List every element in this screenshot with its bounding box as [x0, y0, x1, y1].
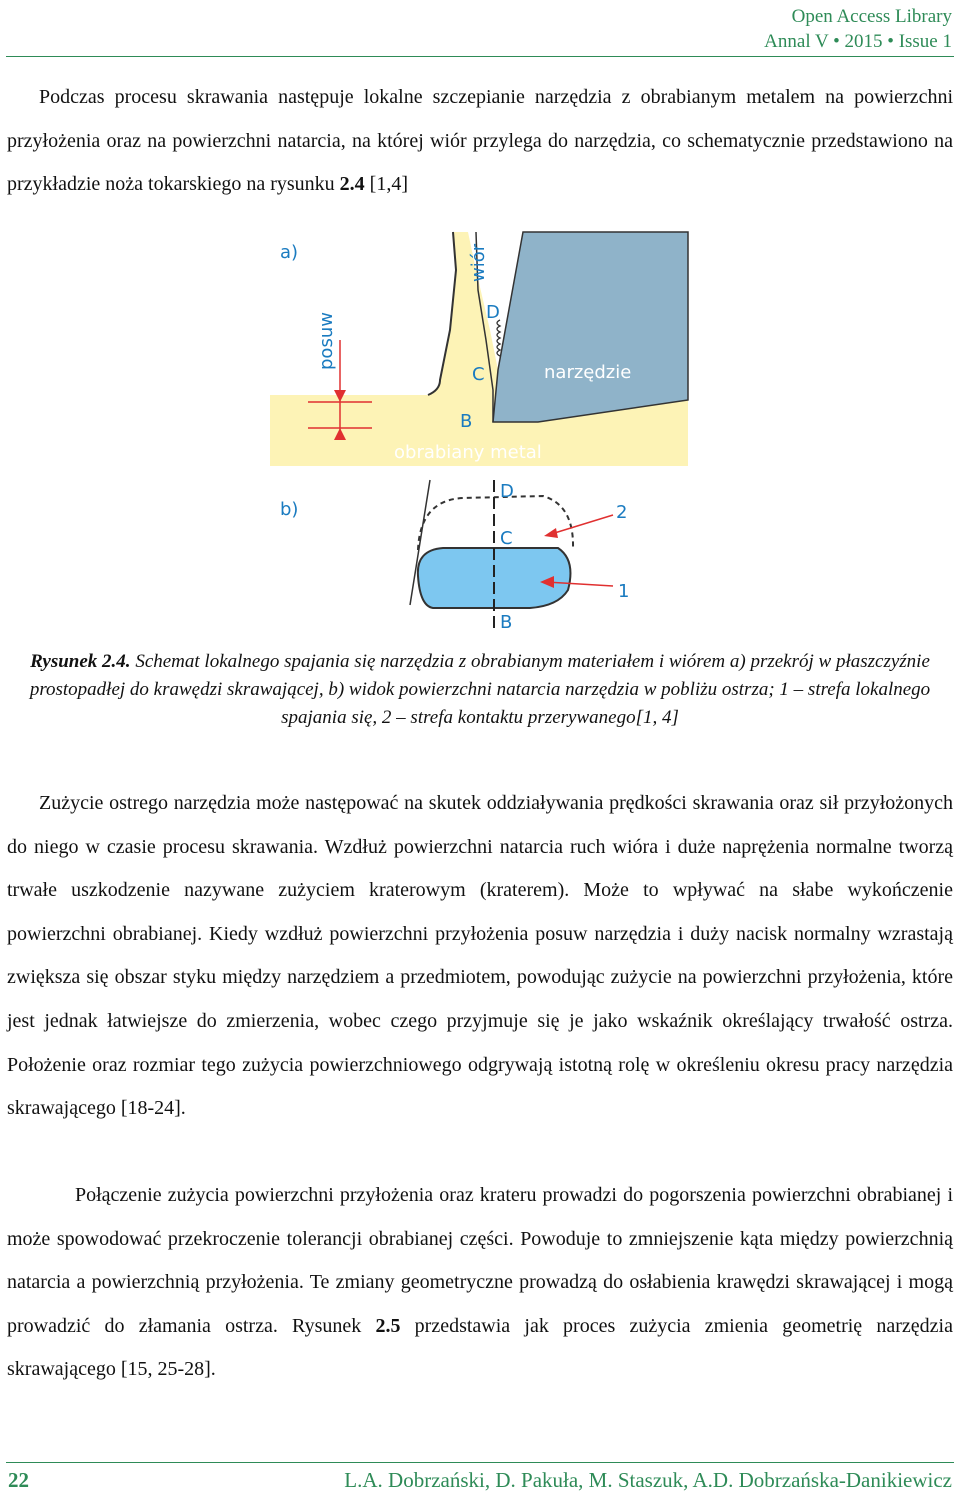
zone-2-pointer [548, 515, 613, 535]
header-divider [6, 56, 954, 57]
intro-text: Podczas procesu skrawania następuje lokalne szczepianie narzędzia z obrabianym metalem na powierzchni przyłożenia oraz na powierzchni natarcia, na której wiór przylega do narzędzia, co schematycznie przedstawiono na przykładzie noża tokarskiego na rysunku [7, 86, 953, 196]
b-point-C-label: C [500, 528, 513, 549]
b-point-D-label: D [500, 481, 514, 502]
caption-text: Schemat lokalnego spajania się narzędzia z obrabianym materiałem i wiórem a) przekrój w płaszczyźnie prostopadłej do krawędzi skrawającej, b) widok powierzchni natarcia narzędzia w pobliżu ostrza; 1 – strefa lokalnego spajania się, 2 – strefa kontaktu przerywanego[1, 4] [29, 651, 931, 728]
page-number: 22 [8, 1468, 29, 1492]
journal-name: Open Access Library [791, 6, 952, 27]
b-point-B-label: B [500, 612, 513, 633]
intro-figure-ref: 2.4 [339, 173, 365, 196]
para2-text-end: przedstawia jak proces zużycia zmienia geometrię narzędzia skrawającego [15, 25-28]. [7, 1314, 953, 1381]
running-header [764, 4, 952, 54]
intro-citation: [1,4] [364, 173, 408, 196]
issue-info: Annal V • 2015 • Issue 1 [764, 31, 952, 52]
zone-2-label: 2 [616, 502, 628, 523]
footer-divider [6, 1462, 954, 1463]
workpiece-label: obrabiany metal [394, 442, 542, 463]
point-B-label: B [460, 411, 473, 432]
figure-caption [20, 648, 940, 732]
intermittent-contact-zone [418, 496, 573, 550]
body-paragraph-1: Zużycie ostrego narzędzia może następować na skutek oddziaływania prędkości skrawania oraz sił przyłożonych do niego w czasie procesu skrawania. Wzdłuż powierzchni natarcia ruch wióra i duże naprężenia normalne tworzą trwałe uszkodzenie nazywane zużyciem kraterowym (kraterem). Może to wpływać na słabe wykończenie powierzchni obrabianej. Kiedy wzdłuż powierzchni przyłożenia posuw narzędzia i duży nacisk normalny wzrastają zwiększa się obszar styku między narzędziem a przedmiotem, powodując zużycie na powierzchni przyłożenia, które jest jednak łatwiejsze do zmierzenia, wobec czego przyjmuje się je jako wskaźnik określający trwałość ostrza. Położenie oraz rozmiar tego zużycia powierzchniowego odgrywają istotną rolę w określeniu okresu pracy narzędzia skrawającego [18-24]. [7, 792, 953, 1120]
intro-paragraph [7, 76, 953, 207]
footer-authors: L.A. Dobrzański, D. Pakuła, M. Staszuk, A.D. Dobrzańska-Danikiewicz [344, 1468, 952, 1492]
para2-text: Połączenie zużycia powierzchni przyłożenia oraz krateru prowadzi do pogorszenia powierzchni obrabianej i może spowodować przekroczenie tolerancji obrabianej części. Powoduje to zmniejszenie kąta między powierzchnią natarcia a powierzchnią przyłożenia. Te zmiany geometryczne prowadzą do osłabienia krawędzi skrawającej i mogą prowadzić do złamania ostrza. Rysunek [7, 1184, 953, 1337]
point-D-label: D [486, 302, 500, 323]
figure-2-4 [268, 230, 698, 635]
caption-label: Rysunek 2.4. [30, 651, 131, 672]
chip-label: wiór [468, 243, 489, 282]
tool-label: narzędzie [544, 362, 632, 383]
cutting-tool [493, 232, 688, 422]
point-C-label: C [472, 364, 485, 385]
body-paragraph-2 [7, 1174, 953, 1392]
panel-b-label: b) [280, 499, 299, 520]
zone-1-label: 1 [618, 581, 630, 602]
panel-a-label: a) [280, 242, 299, 263]
para2-figure-ref: 2.5 [375, 1314, 401, 1337]
zone-2-arrowhead [544, 528, 558, 538]
feed-label: posuw [316, 312, 337, 370]
adhesion-zone-marks [497, 320, 500, 356]
